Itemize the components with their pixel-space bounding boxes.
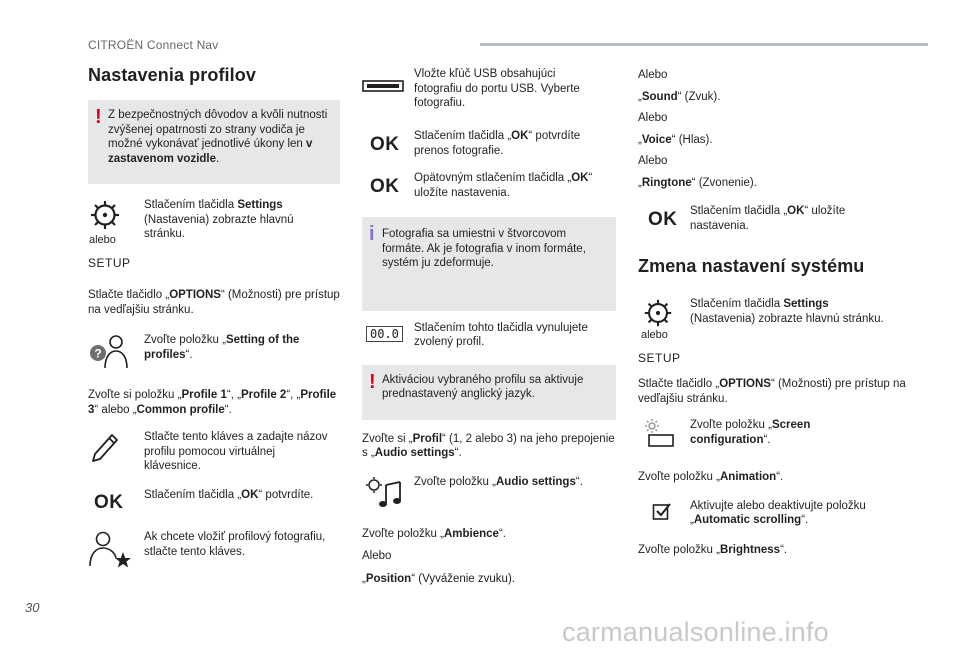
svg-text:?: ? xyxy=(94,346,102,361)
brightness-text: Zvoľte položku „Brightness“. xyxy=(638,543,788,556)
profile-star-icon[interactable] xyxy=(88,530,132,568)
info-note-photo: i Fotografia sa umiestni v štvorcovom formáte. Ak je fotografia v inom formáte, systém ju zdeformuje. xyxy=(362,217,616,311)
ok-button[interactable]: OK xyxy=(94,492,124,513)
settings-text: Stlačením tlačidla Settings (Nastavenia) zobrazte hlavnú stránku. xyxy=(144,199,294,240)
settings-text: Stlačením tlačidla Settings (Nastavenia) zobrazte hlavnú stránku. xyxy=(690,298,884,325)
warning-note-language: ! Aktiváciou vybraného profilu sa aktivuje prednastavený anglický jazyk. xyxy=(362,365,616,420)
profile-instruction xyxy=(88,333,340,373)
reset-text: Stlačením tohto tlačidla vynulujete zvolený profil. xyxy=(414,321,588,348)
or-text: Alebo xyxy=(638,112,668,124)
scroll-instruction xyxy=(638,499,918,535)
reset-profile-button[interactable]: 00.0 xyxy=(366,326,403,342)
voice-text: „Voice“ (Hlas). xyxy=(638,133,713,146)
ok-save-text: Opätovným stlačením tlačidla „OK“ uložíte nastavenia. xyxy=(414,172,593,199)
ok-transfer-text: Stlačením tlačidla „OK“ potvrdíte prenos fotografie. xyxy=(414,130,581,157)
settings-instruction xyxy=(638,297,918,373)
usb-slot-icon[interactable] xyxy=(362,79,404,93)
warning-note-safety: ! Z bezpečnostných dôvodov a kvôli nutnosti zvýšenej opatrnosti zo strany vodiča je možné vykonávať jednotlivé úkony len v zastavenom vozidle. xyxy=(88,100,340,184)
usb-instruction xyxy=(362,67,616,115)
profile-text: Zvoľte položku „Setting of the profiles“. xyxy=(144,334,300,361)
ok-save-instruction xyxy=(638,204,918,238)
or-text: Alebo xyxy=(638,155,668,167)
exclamation-icon: ! xyxy=(95,106,102,128)
column-1 xyxy=(88,65,340,570)
choose-profile-text: Zvoľte si položku „Profile 1“, „Profile 2“, „Profile 3“ alebo „Common profile“. xyxy=(88,389,337,416)
ringtone-text: „Ringtone“ (Zvonenie). xyxy=(638,176,757,189)
gear-icon[interactable] xyxy=(642,297,674,329)
profile-question-icon[interactable] xyxy=(88,333,130,369)
section-title-profiles: Nastavenia profilov xyxy=(88,65,256,85)
ok-transfer-instruction xyxy=(362,129,616,163)
section-title-system: Zmena nastavení systému xyxy=(638,256,865,276)
screen-text: Zvoľte položku „Screen configuration“. xyxy=(690,419,811,446)
photo-text: Ak chcete vložiť profilový fotografiu, stlačte tento kláves. xyxy=(144,531,326,558)
reset-instruction xyxy=(362,321,616,355)
setup-button[interactable]: SETUP xyxy=(88,256,131,270)
usb-text: Vložte kľúč USB obsahujúci fotografiu do portu USB. Vyberte fotografiu. xyxy=(414,68,580,109)
profil-link-text: Zvoľte si „Profil“ (1, 2 alebo 3) na jeho prepojenie s „Audio settings“. xyxy=(362,432,615,459)
header-title: CITROËN Connect Nav xyxy=(88,38,219,52)
animation-text: Zvoľte položku „Animation“. xyxy=(638,471,784,483)
info-icon: i xyxy=(369,223,375,245)
music-gear-icon[interactable] xyxy=(364,475,404,513)
or-label: alebo xyxy=(89,234,116,246)
header-divider xyxy=(480,43,928,46)
checkbox-icon[interactable] xyxy=(652,501,672,521)
exclamation-icon: ! xyxy=(369,370,376,393)
pencil-instruction xyxy=(88,430,340,478)
or-text: Alebo xyxy=(638,69,668,81)
or-label: alebo xyxy=(641,329,668,341)
settings-instruction xyxy=(88,198,340,276)
or-text: Alebo xyxy=(362,550,392,562)
column-2 xyxy=(362,65,616,586)
setup-button[interactable]: SETUP xyxy=(638,351,681,365)
ok-button[interactable]: OK xyxy=(370,176,400,197)
ok-button[interactable]: OK xyxy=(648,209,678,230)
pencil-text: Stlačte tento kláves a zadajte názov profilu pomocou virtuálnej klávesnice. xyxy=(144,431,328,472)
gear-icon[interactable] xyxy=(88,198,122,232)
ok-save-text: Stlačením tlačidla „OK“ uložíte nastavenia. xyxy=(690,205,846,232)
column-3 xyxy=(638,65,918,557)
pencil-icon[interactable] xyxy=(90,432,120,464)
ok-save-instruction xyxy=(362,171,616,205)
page-number: 30 xyxy=(25,600,40,615)
audio-text: Zvoľte položku „Audio settings“. xyxy=(414,475,583,488)
ok-button[interactable]: OK xyxy=(370,134,400,155)
ambience-text: Zvoľte položku „Ambience“. xyxy=(362,527,506,540)
options-text: Stlačte tlačidlo „OPTIONS“ (Možnosti) pre prístup na vedľajšiu stránku. xyxy=(638,378,906,405)
photo-instruction xyxy=(88,530,340,570)
screen-sun-icon[interactable] xyxy=(644,418,676,448)
position-text: „Position“ (Vyváženie zvuku). xyxy=(362,572,515,585)
sound-text: „Sound“ (Zvuk). xyxy=(638,90,721,103)
ok-confirm-text: Stlačením tlačidla „OK“ potvrdíte. xyxy=(144,489,314,501)
audio-instruction xyxy=(362,475,616,515)
screen-instruction xyxy=(638,418,918,456)
scroll-text: Aktivujte alebo deaktivujte položku „Automatic scrolling“. xyxy=(690,499,866,526)
ok-confirm-instruction xyxy=(88,488,340,518)
options-text: Stlačte tlačidlo „OPTIONS“ (Možnosti) pre prístup na vedľajšiu stránku. xyxy=(88,289,340,316)
watermark: carmanualsonline.info xyxy=(562,617,829,647)
